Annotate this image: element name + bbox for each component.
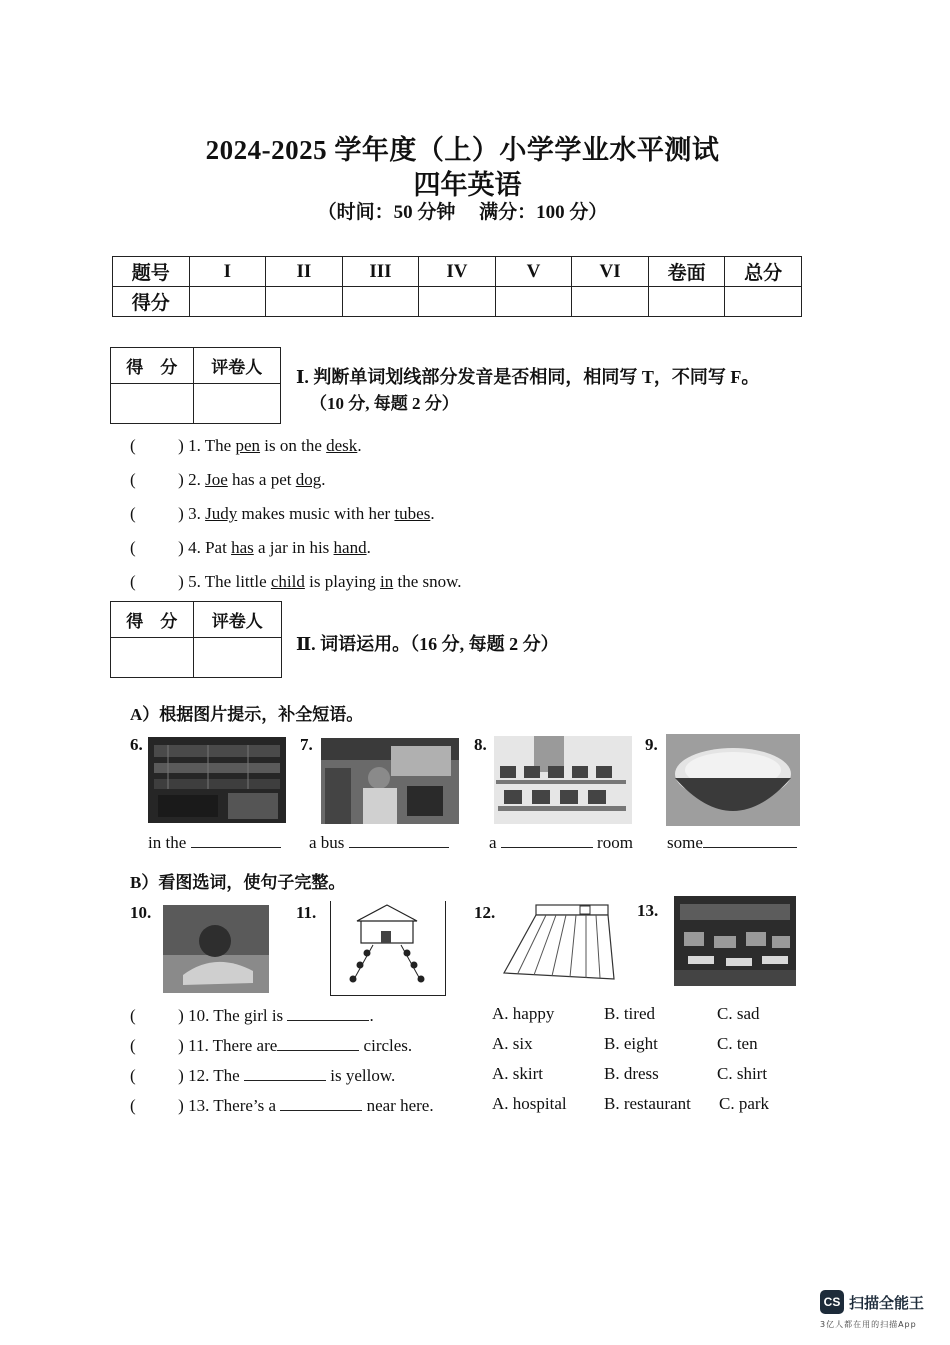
question-text-post: . (430, 504, 435, 523)
option-b[interactable]: B. restaurant (604, 1094, 691, 1113)
question-text-post: . (369, 1006, 374, 1025)
score-cell (648, 287, 725, 317)
score-header-cell: V (495, 257, 572, 287)
item-7-prefix: a bus (309, 833, 345, 852)
score-row-label: 得分 (113, 287, 190, 317)
grader-score-cell (111, 638, 194, 678)
score-cell (189, 287, 266, 317)
question-text-pre: Pat (205, 538, 232, 557)
watermark-name: 扫描全能王 (849, 1294, 925, 1312)
rice-bowl-picture (666, 734, 800, 826)
item-9-blank[interactable] (703, 846, 797, 848)
underlined-word: hand (333, 538, 367, 557)
underlined-word: dog (295, 470, 322, 489)
question-text-post: circles. (363, 1036, 413, 1055)
item-13-picture-number: 13. (637, 901, 659, 920)
question-text-pre: The little (204, 572, 271, 591)
question-text-post: . (366, 538, 371, 557)
item-7-phrase (309, 833, 449, 853)
grader-score-label: 得 分 (111, 602, 194, 638)
score-header-cell: 总分 (725, 257, 802, 287)
item-12-picture-number: 12. (474, 903, 496, 922)
item-9-prefix: some (667, 833, 703, 852)
question-text-pre: There are (212, 1036, 278, 1055)
question-4 (130, 538, 371, 558)
item-8-number: 8. (474, 735, 487, 754)
question-number: ) 5. (178, 572, 201, 591)
underlined-word: desk (326, 436, 358, 455)
section-1-title: Ⅰ. 判断单词划线部分发音是否相同，相同写 T，不同写 F。 (296, 367, 760, 387)
tired-girl-picture (163, 905, 269, 993)
score-cell (419, 287, 496, 317)
score-header-cell: I (189, 257, 266, 287)
question-blank[interactable] (277, 1049, 359, 1051)
grader-score-label: 得 分 (111, 348, 194, 384)
item-9-number: 9. (645, 735, 658, 754)
grader-box-2 (110, 601, 282, 678)
answer-paren: ( (130, 1006, 136, 1025)
question-number: ) 11. (178, 1036, 209, 1055)
tired-girl-illustration (163, 905, 269, 993)
answer-paren: ( (130, 538, 136, 557)
question-blank[interactable] (280, 1109, 362, 1111)
library-picture (148, 737, 286, 823)
score-header-cell: II (266, 257, 343, 287)
item-6-phrase (148, 833, 281, 853)
rice-bowl-illustration (666, 734, 800, 826)
computer-room-illustration (494, 736, 632, 824)
answer-paren: ( (130, 1096, 136, 1115)
score-header-cell: III (342, 257, 419, 287)
section-1-subtitle: （10 分, 每题 2 分） (310, 394, 459, 413)
question-text-mid: has a pet (227, 470, 296, 489)
option-c[interactable]: C. park (719, 1094, 770, 1113)
option-c[interactable]: C. sad (717, 1004, 760, 1023)
question-13 (130, 1096, 434, 1116)
score-cell (572, 287, 649, 317)
question-11 (130, 1036, 412, 1056)
house-circles-illustration (331, 901, 445, 994)
score-table (112, 256, 802, 317)
option-b[interactable]: B. eight (604, 1034, 658, 1053)
item-6-blank[interactable] (191, 846, 281, 848)
question-number: ) 13. (178, 1096, 210, 1115)
question-5 (130, 572, 462, 592)
question-number: ) 3. (178, 504, 201, 523)
skirt-picture (500, 903, 618, 985)
underlined-word: in (379, 572, 394, 591)
item-6-number: 6. (130, 735, 143, 754)
exam-info: （时间：50 分钟 满分：100 分） (317, 202, 608, 223)
score-table-header-row (113, 257, 802, 287)
item-7-blank[interactable] (349, 846, 449, 848)
score-cell (725, 287, 802, 317)
item-9-phrase (667, 833, 797, 853)
question-text-post: the snow. (393, 572, 462, 591)
question-number: ) 2. (178, 470, 201, 489)
option-a[interactable]: A. happy (492, 1004, 555, 1023)
camscanner-logo: CS (820, 1290, 844, 1314)
grader-name-cell (193, 638, 281, 678)
answer-paren: ( (130, 1066, 136, 1085)
underlined-word: Judy (205, 504, 238, 523)
answer-paren: ( (130, 504, 136, 523)
exam-title: 2024-2025 学年度（上）小学学业水平测试 (205, 135, 720, 165)
question-10 (130, 1006, 374, 1026)
skirt-illustration (500, 903, 618, 985)
score-header-cell: 卷面 (648, 257, 725, 287)
house-circles-picture (330, 901, 446, 996)
question-number: ) 4. (178, 538, 201, 557)
option-b[interactable]: B. dress (604, 1064, 659, 1083)
question-2 (130, 470, 326, 490)
grader-name-cell (193, 384, 280, 424)
question-number: ) 1. (178, 436, 201, 455)
question-text-mid: a jar in his (253, 538, 334, 557)
item-11-picture-number: 11. (296, 903, 317, 922)
question-number: ) 12. (178, 1066, 210, 1085)
item-8-blank[interactable] (501, 846, 593, 848)
option-a[interactable]: A. six (492, 1034, 533, 1053)
grader-score-cell (111, 384, 194, 424)
option-a[interactable]: A. skirt (492, 1064, 543, 1083)
item-6-prefix: in the (148, 833, 187, 852)
part-a-title: A）根据图片提示，补全短语。 (130, 705, 364, 724)
option-a[interactable]: A. hospital (492, 1094, 567, 1113)
restaurant-illustration (674, 896, 796, 986)
answer-paren: ( (130, 572, 136, 591)
question-text-post: . (321, 470, 326, 489)
question-text-pre: The (204, 436, 236, 455)
question-text-post: is yellow. (330, 1066, 396, 1085)
question-text-mid: is on the (260, 436, 327, 455)
score-header-cell: IV (419, 257, 496, 287)
section-2-title: Ⅱ. 词语运用。（16 分, 每题 2 分） (296, 634, 559, 654)
grader-box-1 (110, 347, 281, 424)
option-c[interactable]: C. shirt (717, 1064, 768, 1083)
question-blank[interactable] (287, 1019, 369, 1021)
underlined-word: child (270, 572, 305, 591)
item-10-picture-number: 10. (130, 903, 152, 922)
option-c[interactable]: C. ten (717, 1034, 758, 1053)
question-1 (130, 436, 362, 456)
question-text-pre: The girl is (213, 1006, 284, 1025)
answer-paren: ( (130, 436, 136, 455)
bus-driver-illustration (321, 738, 459, 824)
question-blank[interactable] (244, 1079, 326, 1081)
score-table-score-row (113, 287, 802, 317)
score-header-cell: 题号 (113, 257, 190, 287)
underlined-word: pen (235, 436, 261, 455)
grader-name-label: 评卷人 (193, 348, 280, 384)
library-illustration (148, 737, 286, 823)
underlined-word: tubes (394, 504, 431, 523)
question-number: ) 10. (178, 1006, 210, 1025)
answer-paren: ( (130, 470, 136, 489)
question-text-mid: makes music with her (237, 504, 395, 523)
question-text-pre: The (213, 1066, 240, 1085)
score-cell (495, 287, 572, 317)
bus-driver-picture (321, 738, 459, 824)
question-12 (130, 1066, 395, 1086)
watermark-tagline: 3亿人都在用的扫描App (820, 1320, 917, 1329)
underlined-word: Joe (205, 470, 228, 489)
option-b[interactable]: B. tired (604, 1004, 655, 1023)
score-header-cell: VI (572, 257, 649, 287)
item-7-number: 7. (300, 735, 313, 754)
item-8-prefix: a (489, 833, 497, 852)
question-text-pre: There’s a (213, 1096, 277, 1115)
computer-room-picture (494, 736, 632, 824)
score-cell (266, 287, 343, 317)
question-text-post: near here. (366, 1096, 434, 1115)
item-8-phrase (489, 833, 633, 853)
grader-name-label: 评卷人 (193, 602, 281, 638)
part-b-title: B）看图选词，使句子完整。 (130, 873, 346, 892)
question-text-post: . (357, 436, 362, 455)
question-3 (130, 504, 435, 524)
underlined-word: has (231, 538, 254, 557)
answer-paren: ( (130, 1036, 136, 1055)
exam-subject: 四年英语 (413, 170, 522, 200)
question-text-mid: is playing (304, 572, 380, 591)
item-8-suffix: room (597, 833, 633, 852)
restaurant-picture (674, 896, 796, 986)
score-cell (342, 287, 419, 317)
